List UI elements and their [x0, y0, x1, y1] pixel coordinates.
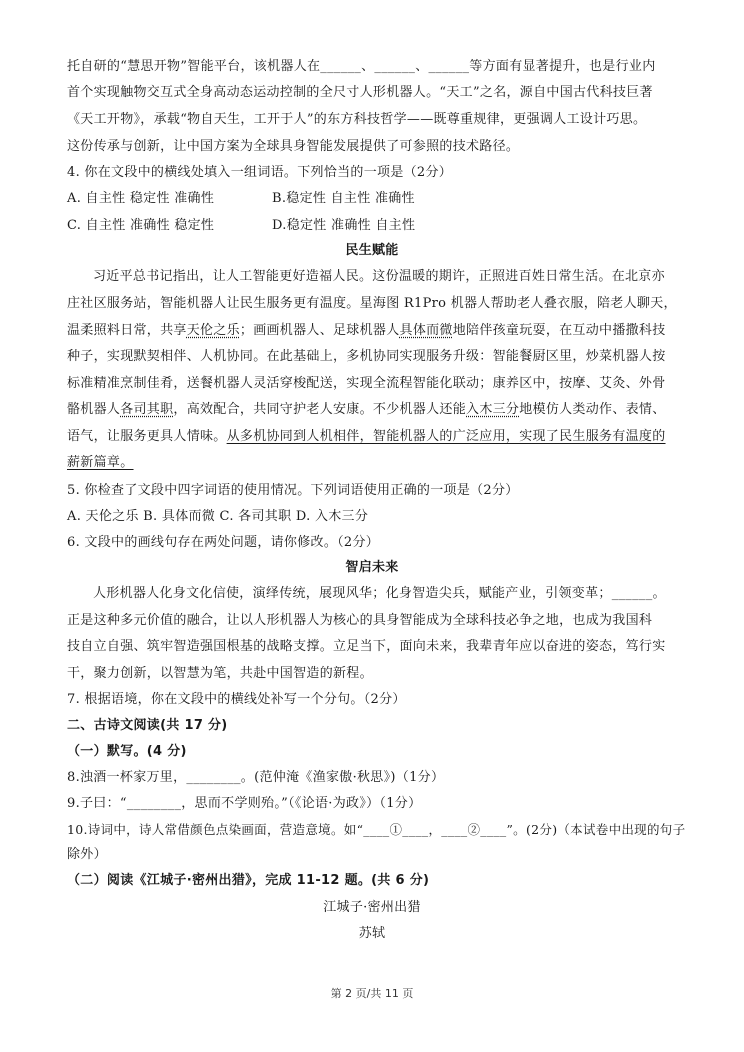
- page-footer: 第 2 页/共 11 页: [330, 987, 414, 1000]
- dotted-phrase: 天伦之乐: [186, 323, 240, 338]
- paragraph-line: 习近平总书记指出，让人工智能更好造福人民。这份温暖的期许，正照进百姓日常生活。在北京亦: [93, 269, 665, 284]
- question-8: 8.浊酒一杯家万里，________。(范仲淹《渔家傲·秋思》)（1分）: [67, 770, 445, 785]
- paragraph-line: 《天工开物》，承载“物自天生，工开于人”的东方科技哲学——既尊重规律，更强调人工设计巧思。: [67, 112, 647, 127]
- question-6: 6. 文段中的画线句存在两处问题，请你修改。（2分）: [67, 535, 380, 550]
- option-a[interactable]: A. 自主性 稳定性 准确性: [67, 191, 215, 206]
- section-title: 二、古诗文阅读(共 17 分): [67, 718, 228, 733]
- paragraph-line: 首个实现触物交互式全身高动态运动控制的全尺寸人形机器人。“天工”之名，源自中国古代科技巨著: [67, 85, 653, 100]
- paragraph-line: 技自立自强、筑牢智造强国根基的战略支撑。立足当下，面向未来，我辈青年应以奋进的姿态，笃行实: [67, 639, 666, 654]
- question-10-cont: 除外）: [67, 847, 107, 862]
- paragraph-line: 温柔照料日常，共享天伦之乐；画画机器人、足球机器人具体而微地陪伴孩童玩耍，在互动中播撒科技: [67, 323, 666, 338]
- underlined-sentence: 薪新篇章。: [67, 455, 134, 470]
- paragraph-line: 语气，让服务更具人情味。从多机协同到人机相伴，智能机器人的广泛应用，实现了民生服务有温度的: [67, 429, 666, 444]
- paragraph-line: 标准精准烹制佳肴，送餐机器人灵活穿梭配送，实现全流程智能化联动；康养区中，按摩、艾灸、外骨: [67, 376, 666, 391]
- section-heading: 民生赋能: [345, 243, 399, 258]
- option-c[interactable]: C. 自主性 准确性 稳定性: [67, 218, 215, 233]
- paragraph-line: 骼机器人各司其职，高效配合，共同守护老人安康。不少机器人还能入木三分地模仿人类动作、表情、: [67, 402, 666, 417]
- question-10: 10.诗词中，诗人常借颜色点染画面，营造意境。如“____①____，____②____”。(2分)（本试卷中出现的句子: [67, 822, 686, 837]
- paragraph-line: 人形机器人化身文化信使，演绎传统，展现风华；化身智造尖兵，赋能产业，引领变革；______。: [93, 586, 666, 601]
- subsection-title: （一）默写。(4 分): [67, 744, 187, 759]
- subsection-title: （二）阅读《江城子·密州出猎》，完成 11-12 题。(共 6 分): [67, 873, 430, 888]
- paragraph-line: 托自研的“慧思开物”智能平台，该机器人在______、______、______等方面有显著提升，也是行业内: [67, 59, 656, 74]
- question-4-stem: 4. 你在文段中的横线处填入一组词语。下列恰当的一项是（2分）: [67, 165, 453, 180]
- question-5-stem: 5. 你检查了文段中四字词语的使用情况。下列词语使用正确的一项是（2分）: [67, 483, 519, 498]
- dotted-phrase: 具体而微: [399, 323, 453, 338]
- option-b[interactable]: B.稳定性 自主性 准确性: [272, 191, 415, 206]
- question-9: 9.子曰：“________，思而不学则殆。”（《论语·为政》）（1分）: [67, 796, 422, 811]
- paragraph-line: 种子，实现默契相伴、人机协同。在此基础上，多机协同实现服务升级：智能餐厨区里，炒菜机器人按: [67, 349, 666, 364]
- paragraph-line: 正是这种多元价值的融合，让以人形机器人为核心的具身智能成为全球科技必争之地，也成为我国科: [67, 613, 653, 628]
- question-4-options-row2: [67, 217, 687, 235]
- section-heading: 智启未来: [345, 560, 399, 575]
- underlined-sentence: 从多机协同到人机相伴，智能机器人的广泛应用，实现了民生服务有温度的: [226, 429, 666, 444]
- paragraph-line: 庄社区服务站，智能机器人让民生服务更有温度。星海图 R1Pro 机器人帮助老人叠衣服，陪老人聊天，: [67, 296, 677, 311]
- paragraph-line: 这份传承与创新，让中国方案为全球具身智能发展提供了可参照的技术路径。: [67, 139, 520, 154]
- poem-author: 苏轼: [358, 926, 386, 941]
- paragraph-line: 干，聚力创新，以智慧为笔，共赴中国智造的新程。: [67, 666, 373, 681]
- dotted-phrase: 各司其职: [120, 402, 174, 417]
- dotted-phrase: 入木三分: [466, 402, 520, 417]
- question-4-options-row1: [67, 190, 687, 208]
- option-d[interactable]: D.稳定性 准确性 自主性: [272, 218, 416, 233]
- poem-title: 江城子·密州出猎: [323, 900, 421, 915]
- question-7: 7. 根据语境，你在文段中的横线处补写一个分句。（2分）: [67, 692, 406, 707]
- question-5-options: A. 天伦之乐 B. 具体而微 C. 各司其职 D. 入木三分: [67, 509, 369, 524]
